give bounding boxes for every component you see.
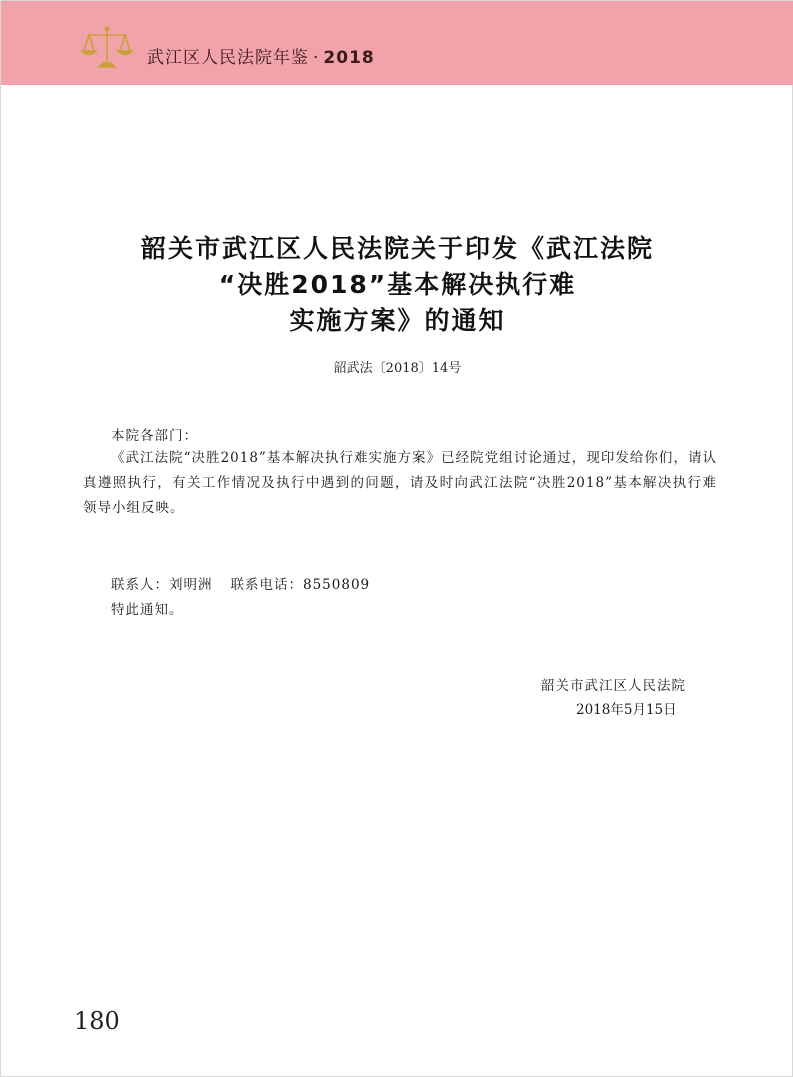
signature-date: 2018年5月15日	[576, 702, 677, 718]
signature-organization: 韶关市武江区人民法院	[541, 678, 686, 694]
document-title-line-1: 韶关市武江区人民法院关于印发《武江法院	[140, 234, 654, 263]
header-band	[1, 1, 793, 85]
closing-text: 特此通知。	[111, 602, 184, 618]
document-title-line-3: 实施方案》的通知	[289, 306, 506, 335]
header-year: 2018	[323, 48, 375, 68]
header-title-text: 武江区人民法院年鉴	[147, 48, 309, 68]
contact-line	[111, 573, 711, 598]
yearbook-header-title	[147, 43, 375, 68]
contact-person: 联系人：刘明洲	[111, 577, 213, 593]
document-number: 韶武法〔2018〕14号	[333, 361, 462, 376]
notice-paragraph: 《武江法院“决胜2018”基本解决执行难实施方案》已经院党组讨论通过，现印发给你们，请认真遵照执行，有关工作情况及执行中遇到的问题，请及时向武江法院“决胜2018”基本解决执行难领导小组反映。	[83, 450, 717, 516]
salutation: 本院各部门：	[111, 428, 198, 444]
document-title	[1, 231, 793, 339]
document-title-line-2: “决胜2018”基本解决执行难	[218, 270, 577, 299]
page-number: 180	[74, 1007, 120, 1035]
contact-phone: 联系电话：8550809	[230, 577, 371, 593]
scales-of-justice-icon	[79, 23, 135, 71]
header-separator: ·	[313, 48, 320, 68]
